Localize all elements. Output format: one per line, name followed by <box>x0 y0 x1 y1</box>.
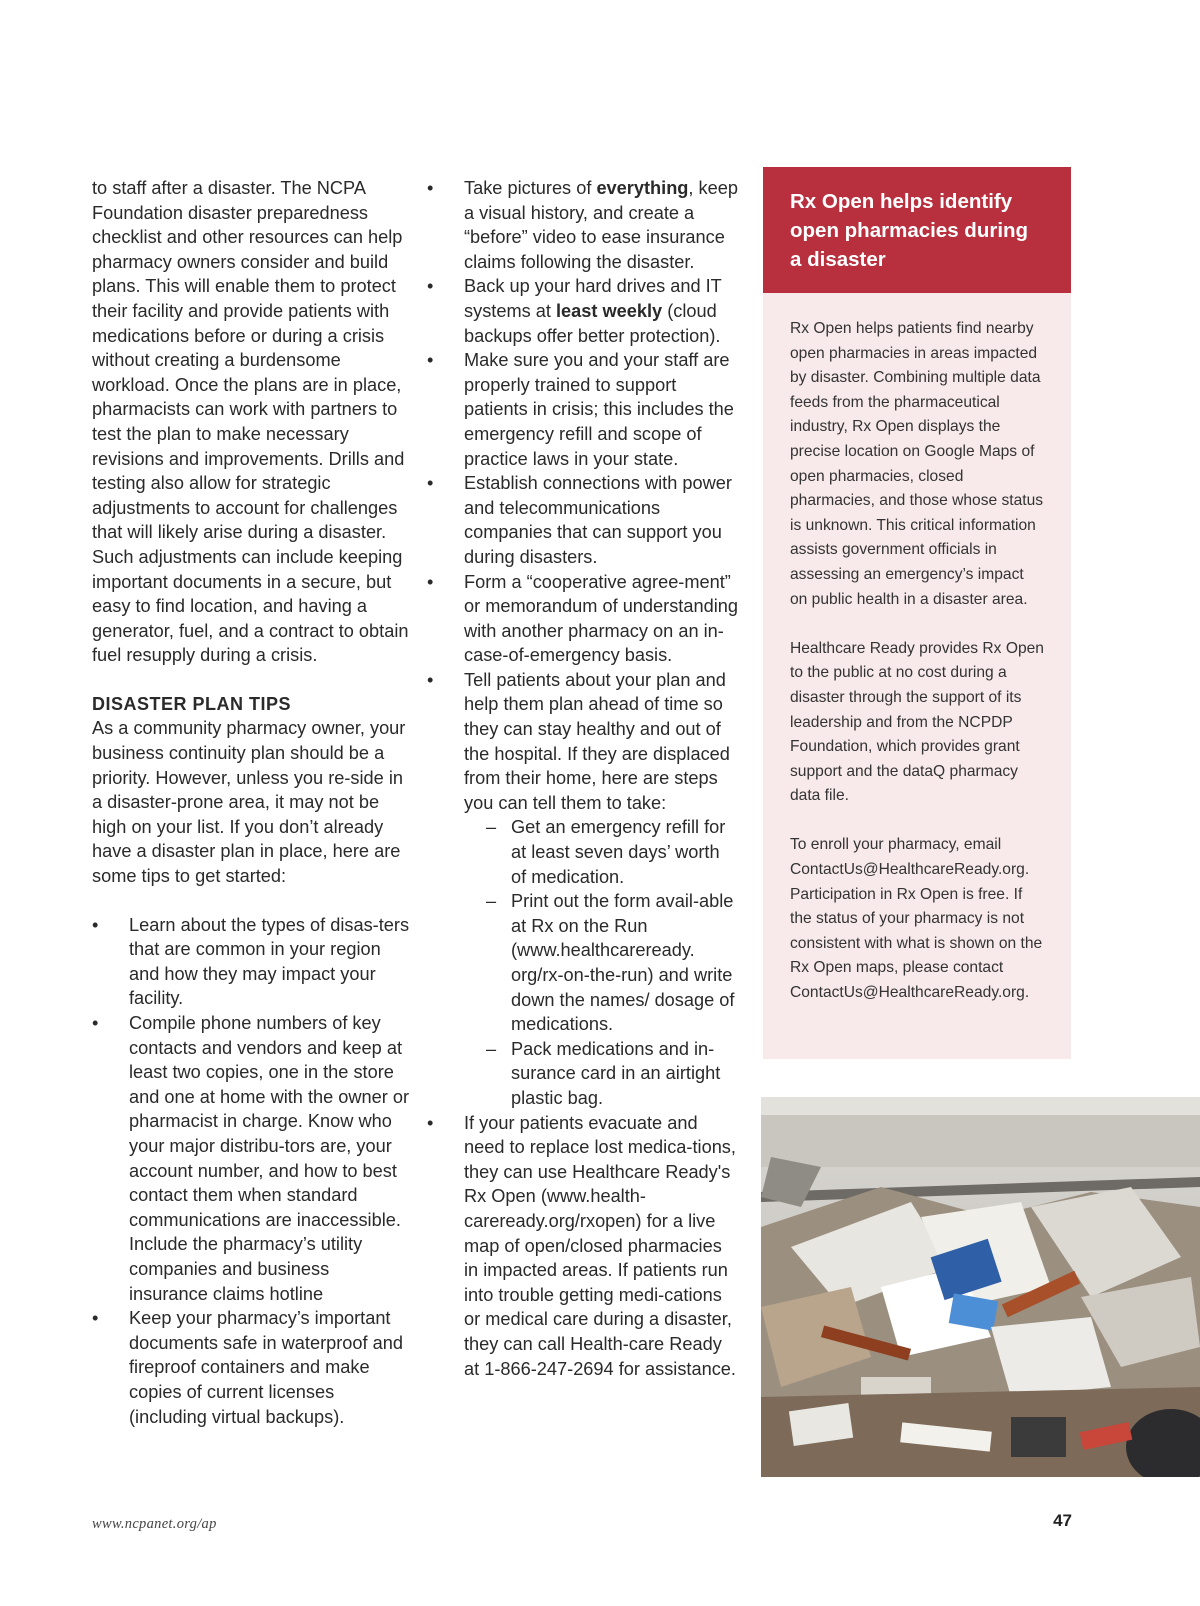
tips-intro-paragraph: As a community pharmacy owner, your business continuity plan should be a priority. However, unless you re-side in a disaster-prone area, it may not be high on your list. If you don’t already have a disaster plan in place, here are some tips to get started: <box>92 718 406 887</box>
sub-list-item: – Get an emergency refill for at least seven days’ worth of medication. <box>464 815 739 889</box>
list-item: • Keep your pharmacy’s important documents safe in waterproof and fireproof containers and make copies of current licenses (including virtual backups). <box>92 1306 412 1429</box>
left-column <box>92 176 412 1429</box>
emphasis: least weekly <box>555 300 663 321</box>
rx-open-sidebar <box>763 167 1071 1059</box>
list-item: • Back up your hard drives and IT systems at least weekly (cloud backups offer better protection). <box>427 274 739 348</box>
tips-list <box>92 913 412 1429</box>
intro-paragraph: to staff after a disaster. The NCPA Foundation disaster preparedness checklist and other resources can help pharmacy owners consider and build plans. This will enable them to protect their facility and provide patients with medications before or during a crisis without creating a burdensome workload. Once the plans are in place, pharmacists can work with partners to test the plan to make necessary revisions and improvements. Drills and testing also allow for strategic adjustments to account for challenges that will likely arise during a disaster. Such adjustments can include keeping important documents in a secure, but easy to find location, and having a generator, fuel, and a contract to obtain fuel resupply during a crisis. <box>92 178 409 666</box>
debris-image <box>761 1097 1200 1477</box>
middle-column <box>427 176 739 1381</box>
list-item: • Learn about the types of disas-ters that are common in your region and how they may impact your facility. <box>92 913 412 1011</box>
disaster-debris-photo <box>761 1097 1200 1477</box>
patient-steps-list <box>464 815 739 1110</box>
tips-list-continued <box>427 176 739 1381</box>
sub-list-item: – Pack medications and in-surance card in an airtight plastic bag. <box>464 1037 739 1111</box>
list-item: • Tell patients about your plan and help them plan ahead of time so they can stay healthy and out of the hospital. If they are displaced from their home, here are steps you can tell them to take: – Get an emergency refill for at least seven days’ worth of medication. – Print out the form avail-able at Rx on the Run (www.healthcareready. org/rx-on-the-run) and write down the names/ dosage of medications. – Pack medications and in-surance card in an airtight plastic bag. <box>427 668 739 1111</box>
sidebar-paragraph: Healthcare Ready provides Rx Open to the public at no cost during a disaster through the support of its leadership and from the NCPDP Foundation, which provides grant support and the dataQ pharmacy data file. <box>790 639 1044 805</box>
emphasis: everything <box>596 178 689 198</box>
section-heading: DISASTER PLAN TIPS <box>92 693 292 714</box>
page-number: 47 <box>1053 1511 1072 1530</box>
sidebar-paragraph: Rx Open helps patients find nearby open pharmacies in areas impacted by disaster. Combining multiple data feeds from the pharmaceutical industry, Rx Open displays the precise location on Google Maps of open pharmacies, closed pharmacies, and those whose status is unknown. This critical information assists government officials in assessing an emergency’s impact on public health in a disaster area. <box>790 320 1044 608</box>
list-item: • If your patients evacuate and need to replace lost medica-tions, they can use Healthcare Ready's Rx Open (www.health-careready.org/rxopen) for a live map of open/closed pharmacies in impacted areas. If patients run into trouble getting medi-cations or medical care during a disaster, they can call Health-care Ready at 1-866-247-2694 for assistance. <box>427 1111 739 1382</box>
sidebar-title: Rx Open helps identify open pharmacies during a disaster <box>763 167 1071 293</box>
sidebar-paragraph: To enroll your pharmacy, email ContactUs@HealthcareReady.org. Participation in Rx Open is free. If the status of your pharmacy is not consistent with what is shown on the Rx Open maps, please contact ContactUs@HealthcareReady.org. <box>790 836 1043 1002</box>
sidebar-body <box>763 293 1071 1006</box>
list-item: • Establish connections with power and telecommunications companies that can support you during disasters. <box>427 471 739 569</box>
list-item: • Form a “cooperative agree-ment” or memorandum of understanding with another pharmacy on an in-case-of-emergency basis. <box>427 570 739 668</box>
list-item: • Compile phone numbers of key contacts and vendors and keep at least two copies, one in the store and one at home with the owner or pharmacist in charge. Know who your major distribu-tors are, your account number, and how to best contact them when standard communications are inaccessible. Include the pharmacy’s utility companies and business insurance claims hotline <box>92 1011 412 1306</box>
list-item: • Take pictures of everything, keep a visual history, and create a “before” video to ease insurance claims following the disaster. <box>427 176 739 274</box>
list-item: • Make sure you and your staff are properly trained to support patients in crisis; this includes the emergency refill and scope of practice laws in your state. <box>427 348 739 471</box>
sub-list-item: – Print out the form avail-able at Rx on the Run (www.healthcareready. org/rx-on-the-run) and write down the names/ dosage of medications. <box>464 889 739 1037</box>
footer-url: www.ncpanet.org/ap <box>92 1516 217 1532</box>
